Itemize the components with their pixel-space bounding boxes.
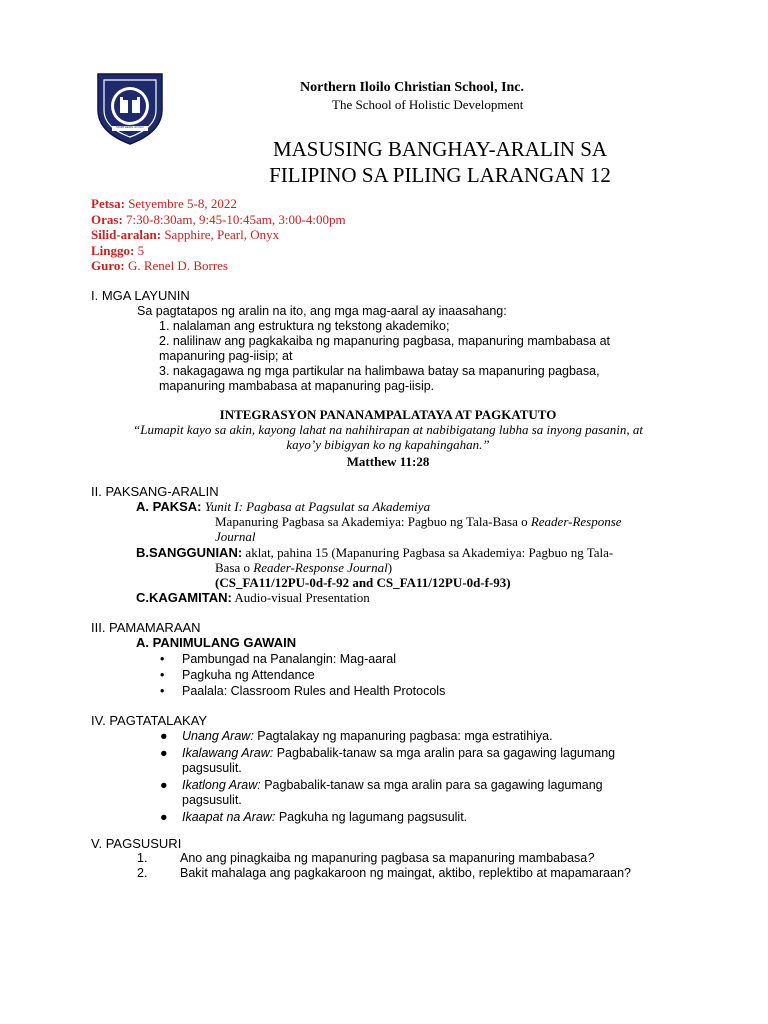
info-teacher: Guro: G. Renel D. Borres — [91, 258, 228, 273]
topic-b: B.SANGGUNIAN: aklat, pahina 15 (Mapanuring Pagbasa sa Akademiya: Pagbuo ng Tala- — [136, 545, 614, 560]
school-logo — [94, 70, 166, 146]
logo-caption: NORTHERN ILOILO — [116, 125, 144, 129]
list-item: • Paalala: Classroom Rules and Health Protocols — [160, 684, 446, 698]
info-time: Oras: 7:30-8:30am, 9:45-10:45am, 3:00-4:00pm — [91, 211, 346, 227]
topic-a: A. PAKSA: Yunit I: Pagbasa at Pagsulat sa Akademiya — [136, 499, 431, 514]
info-week: Linggo: 5 — [91, 242, 145, 258]
objective-2: 2. nalilinaw ang pagkakaiba ng mapanuring pagbasa, mapanuring mambabasa at — [159, 334, 611, 348]
title-line-1: MASUSING BANGHAY-ARALIN SA — [272, 137, 608, 161]
bullet-icon: ● — [160, 778, 168, 792]
lesson-info — [91, 196, 346, 274]
topic-a-sub-cont: Journal — [215, 529, 256, 544]
bullet-icon: • — [160, 684, 165, 698]
topic-a-sub: Mapanuring Pagbasa sa Akademiya: Pagbuo ng Tala-Basa o Reader-Response — [215, 514, 622, 529]
topic-b-codes: (CS_FA11/12PU-0d-f-92 and CS_FA11/12PU-0d-f-93) — [215, 575, 511, 590]
school-tagline: The School of Holistic Development — [332, 97, 524, 112]
bible-reference: Matthew 11:28 — [346, 454, 430, 469]
section-heading-discussion: IV. PAGTATALAKAY — [91, 713, 208, 728]
analysis-question-1: 1. Ano ang pinagkaiba ng mapanuring pagbasa sa mapanuring mambabasa? — [137, 851, 595, 865]
page-title — [210, 136, 670, 188]
integration-heading: INTEGRASYON PANANAMPALATAYA AT PAGKATUTO — [219, 407, 557, 422]
bullet-icon: ● — [160, 729, 168, 743]
list-item: • Pagkuha ng Attendance — [160, 668, 315, 682]
procedure-list — [160, 652, 445, 700]
topic-c: C.KAGAMITAN: Audio-visual Presentation — [136, 590, 370, 605]
topic-b-cont: Basa o Reader-Response Journal) — [215, 560, 393, 575]
info-room: Silid-aralan: Sapphire, Pearl, Onyx — [91, 227, 280, 242]
title-line-2: FILIPINO SA PILING LARANGAN 12 — [269, 163, 611, 187]
info-date: Petsa: Setyembre 5-8, 2022 — [91, 196, 237, 211]
section-heading-analysis: V. PAGSUSURI — [91, 836, 182, 851]
section-heading-objectives: I. MGA LAYUNIN — [91, 288, 190, 303]
bullet-icon: ● — [160, 746, 168, 760]
objective-2-cont: mapanuring pag-iisip; at — [159, 349, 293, 363]
objectives-intro: Sa pagtatapos ng aralin na ito, ang mga mag-aaral ay inaasahang: — [137, 304, 507, 318]
objective-3-cont: mapanuring mambabasa at mapanuring pag-iisip. — [159, 379, 435, 393]
objective-3: 3. nakagagawa ng mga partikular na halimbawa batay sa mapanuring pagbasa, — [159, 364, 600, 378]
list-item: ● Ikalawang Araw: Pagbabalik-tanaw sa mga aralin para sa gagawing lagumang pagsusulit. — [160, 746, 616, 775]
list-item: ● Ikatlong Araw: Pagbabalik-tanaw sa mga aralin para sa gagawing lagumang pagsusulit. — [160, 778, 603, 807]
list-item: ● Unang Araw: Pagtalakay ng mapanuring pagbasa: mga estratihiya. — [160, 729, 553, 743]
bullet-icon: • — [160, 668, 165, 682]
section-heading-procedure: III. PAMAMARAAN — [91, 620, 201, 635]
bible-quote: “Lumapit kayo sa akin, kayong lahat na nahihirapan at nabibigatang lubha sa inyong pasanin, at kayo’y bibigyan ko ng kapahingahan.” — [133, 422, 643, 452]
list-item: ● Ikaapat na Araw: Pagkuha ng lagumang pagsusulit. — [160, 810, 468, 824]
section-heading-topic: II. PAKSANG-ARALIN — [91, 484, 219, 499]
list-item: • Pambungad na Panalangin: Mag-aaral — [160, 652, 397, 666]
bullet-icon: • — [160, 652, 165, 666]
objective-1: 1. nalalaman ang estruktura ng tekstong akademiko; — [159, 319, 450, 333]
school-name: Northern Iloilo Christian School, Inc. — [300, 80, 525, 95]
analysis-question-2: 2. Bakit mahalaga ang pagkakaroon ng maingat, aktibo, replektibo at mapamaraan? — [137, 866, 631, 880]
bullet-icon: ● — [160, 810, 168, 824]
procedure-sub-heading: A. PANIMULANG GAWAIN — [136, 635, 297, 650]
discussion-list — [160, 729, 660, 825]
